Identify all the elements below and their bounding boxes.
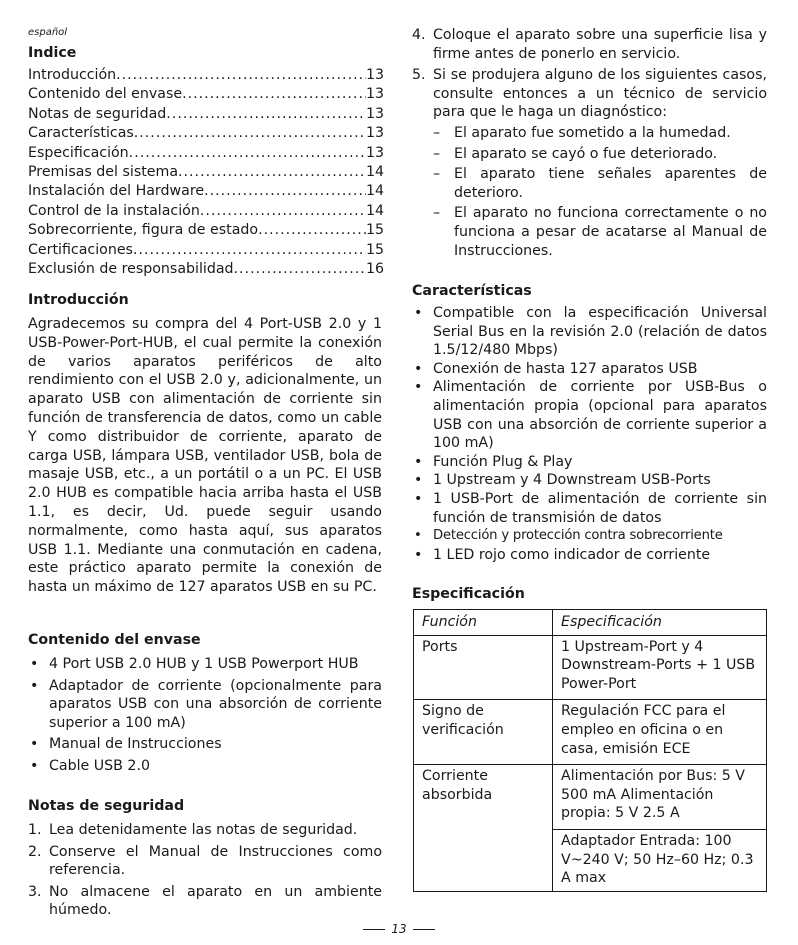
list-item: 5. Si se produjera alguno de los siguientes casos, consulte entonces a un técnico de servicio para que le haga un diagnóstico: – El aparato fue sometido a la humedad. – El aparato se cayó o fue deteriorado. – El aparato tiene señales aparentes de deterioro. – El aparato no funciona correctamente o no funciona a pesar de acatarse al Manual de Instrucciones. bbox=[412, 66, 767, 260]
table-row bbox=[414, 700, 767, 765]
column-header-spec: Especificación bbox=[553, 610, 767, 636]
spec-title: Especificación bbox=[412, 586, 525, 602]
toc-entry[interactable]: Exclusión de responsabilidad ..... 16 bbox=[28, 260, 384, 279]
toc-entry[interactable]: Certificaciones ..... 15 bbox=[28, 241, 384, 260]
table-of-contents bbox=[28, 66, 384, 279]
list-item: • Función Plug & Play bbox=[412, 453, 767, 472]
list-item: 3. No almacene el aparato en un ambiente húmedo. bbox=[28, 883, 382, 919]
toc-entry[interactable]: Introducción ..... 13 bbox=[28, 66, 384, 85]
list-item: 4. Coloque el aparato sobre una superficie lisa y firme antes de ponerlo en servicio. bbox=[412, 27, 767, 62]
table-cell: Signo de verificación bbox=[414, 700, 553, 765]
toc-entry[interactable]: Sobrecorriente, figura de estado ..... 15 bbox=[28, 221, 384, 240]
list-item: • 1 LED rojo como indicador de corriente bbox=[412, 546, 767, 565]
list-item: – El aparato no funciona correctamente o no funciona a pesar de acatarse al Manual de Instrucciones. bbox=[433, 204, 767, 260]
list-item: • Manual de Instrucciones bbox=[28, 735, 382, 754]
toc-entry[interactable]: Características ..... 13 bbox=[28, 124, 384, 143]
features-list bbox=[412, 304, 767, 564]
toc-entry[interactable]: Especificación ..... 13 bbox=[28, 144, 384, 163]
toc-entry[interactable]: Contenido del envase ..... 13 bbox=[28, 85, 384, 104]
toc-entry[interactable]: Premisas del sistema ..... 14 bbox=[28, 163, 384, 182]
list-item: • Cable USB 2.0 bbox=[28, 757, 382, 776]
table-header-row bbox=[414, 610, 767, 636]
list-item: • 1 Upstream y 4 Downstream USB-Ports bbox=[412, 471, 767, 490]
list-item: 2. Conserve el Manual de Instrucciones como referencia. bbox=[28, 843, 382, 879]
list-item: 1. Lea detenidamente las notas de seguridad. bbox=[28, 822, 358, 838]
safety-list-right bbox=[412, 26, 767, 260]
page-number: 13 bbox=[391, 922, 407, 936]
list-item: • Compatible con la especificación Universal Serial Bus en la revisión 2.0 (relación de datos 1.5/12/480 Mbps) bbox=[412, 304, 767, 360]
list-item: – El aparato fue sometido a la humedad. bbox=[433, 124, 767, 143]
table-cell: Ports bbox=[414, 635, 553, 700]
safety-title: Notas de seguridad bbox=[28, 798, 185, 814]
contents-list bbox=[28, 655, 382, 776]
intro-paragraph: Agradecemos su compra del 4 Port-USB 2.0 y 1 USB-Power-Port-HUB, el cual permite la conexión de varios aparatos periféricos de alto rendimiento con el USB 2.0 y, adicionalmente, un aparato USB con alimentación de corriente sin función de transferencia de datos, como un cable Y como distribuidor de corriente, aparato de carga USB, lámpara USB, ventilador USB, bola de masaje USB, etc., a un portátil o a un PC. El USB 2.0 HUB es compatible hacia arriba hasta el USB 1.1, es decir, Ud. puede seguir usando normalmente, como hasta aquí, sus aparatos USB 1.1. Mediante una conmutación en cadena, este práctico aparato permite la conexión de hasta un máximo de 127 aparatos USB en su PC. bbox=[28, 316, 382, 596]
list-item: – El aparato se cayó o fue deteriorado. bbox=[433, 145, 767, 164]
safety-list-left bbox=[28, 821, 382, 920]
features-title: Características bbox=[412, 283, 532, 299]
table-row bbox=[414, 635, 767, 700]
list-item: • 4 Port USB 2.0 HUB y 1 USB Powerport HUB bbox=[28, 655, 382, 674]
table-cell: Alimentación por Bus: 5 V 500 mA Alimentación propia: 5 V 2.5 A bbox=[553, 765, 767, 830]
page-footer bbox=[0, 920, 798, 939]
column-header-function: Función bbox=[414, 610, 553, 636]
index-title: Indice bbox=[28, 45, 77, 61]
spec-table bbox=[413, 609, 767, 892]
table-cell: Corriente absorbida bbox=[414, 765, 553, 892]
list-item: • 1 USB-Port de alimentación de corriente sin función de transmisión de datos bbox=[412, 490, 767, 527]
list-item: • Adaptador de corriente (opcionalmente para aparatos USB con una absorción de corriente superior a 100 mA) bbox=[28, 677, 382, 733]
list-item: • Conexión de hasta 127 aparatos USB bbox=[412, 360, 767, 379]
list-item: • Alimentación de corriente por USB-Bus o alimentación propia (opcional para aparatos USB con una absorción de corriente superior a 100 mA) bbox=[412, 378, 767, 452]
toc-entry[interactable]: Notas de seguridad ..... 13 bbox=[28, 105, 384, 124]
table-row bbox=[414, 765, 767, 830]
list-item: – El aparato tiene señales aparentes de deterioro. bbox=[433, 165, 767, 202]
contents-title: Contenido del envase bbox=[28, 632, 201, 648]
table-cell: 1 Upstream-Port y 4 Downstream-Ports + 1 USB Power-Port bbox=[553, 635, 767, 700]
list-item: • Detección y protección contra sobrecorriente bbox=[412, 527, 767, 546]
table-cell: Regulación FCC para el empleo en oficina o en casa, emisión ECE bbox=[553, 700, 767, 765]
table-cell: Adaptador Entrada: 100 V~240 V; 50 Hz–60 Hz; 0.3 A max bbox=[553, 829, 767, 891]
toc-entry[interactable]: Instalación del Hardware ..... 14 bbox=[28, 182, 384, 201]
safety-subitems bbox=[433, 124, 767, 260]
language-label: español bbox=[28, 27, 68, 38]
intro-title: Introducción bbox=[28, 292, 129, 308]
toc-entry[interactable]: Control de la instalación ..... 14 bbox=[28, 202, 384, 221]
